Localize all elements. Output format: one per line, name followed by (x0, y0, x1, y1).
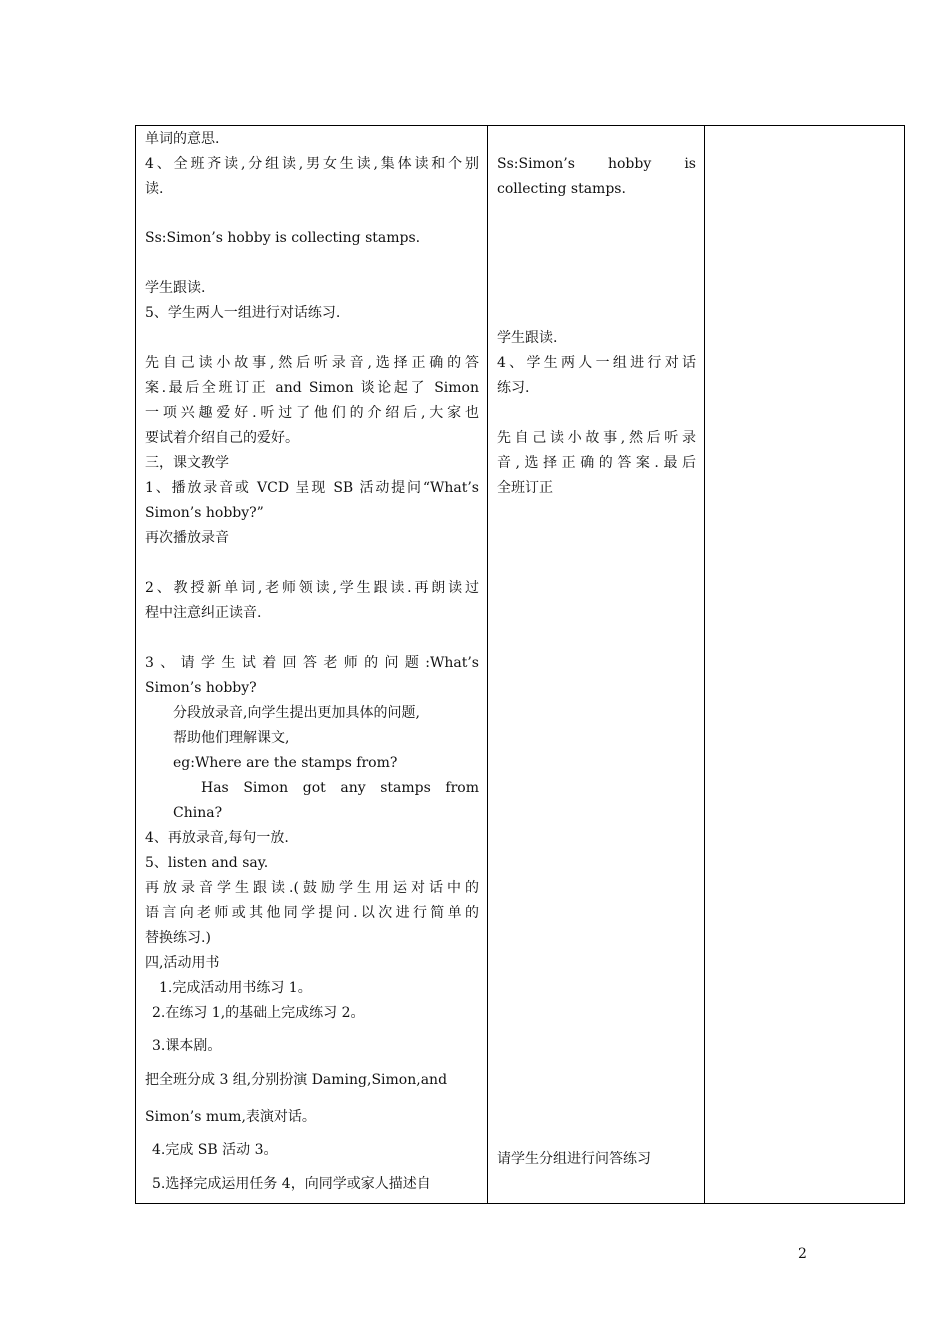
text-line: 先自己读小故事,然后听录 (497, 430, 696, 446)
text-line: 程中注意纠正读音. (145, 605, 262, 621)
text-line: 5.选择完成运用任务 4，向同学或家人描述自 (152, 1176, 431, 1192)
text-line: 3、请学生试着回答老师的问题:What’s (145, 655, 479, 671)
text-line: 一项兴趣爱好.听过了他们的介绍后,大家也 (145, 405, 479, 421)
text-line: 5、学生两人一组进行对话练习. (145, 305, 341, 321)
text-line: Ss:Simon’s hobby is collecting stamps. (145, 230, 421, 246)
text-line: 练习. (497, 380, 530, 396)
teacher-activity-column (136, 126, 488, 1203)
text-line: 请学生分组进行问答练习 (497, 1151, 651, 1167)
text-line: 替换练习.) (145, 930, 211, 946)
text-line: 4.完成 SB 活动 3。 (152, 1142, 278, 1158)
lesson-table (135, 125, 905, 1204)
text-line: 5、listen and say. (145, 855, 269, 871)
text-line: 单词的意思. (145, 131, 220, 147)
text-line: Has Simon got any stamps from (201, 780, 479, 796)
text-line: Ss:Simon’s hobby is (497, 156, 696, 172)
text-line: 四,活动用书 (145, 955, 220, 971)
text-line: 语言向老师或其他同学提问.以次进行简单的 (145, 905, 479, 921)
text-line: 4、学生两人一组进行对话 (497, 355, 696, 371)
page-number: 2 (798, 1246, 807, 1262)
text-line: 4、全班齐读,分组读,男女生读,集体读和个别 (145, 156, 479, 172)
student-activity-column (488, 126, 705, 1203)
text-line: 再次播放录音 (145, 530, 229, 546)
text-line: 学生跟读. (145, 280, 206, 296)
text-line: collecting stamps. (497, 181, 626, 197)
text-line: Simon’s mum,表演对话。 (145, 1109, 316, 1125)
text-line: China? (173, 805, 223, 821)
text-line: 分段放录音,向学生提出更加具体的问题, (173, 705, 420, 721)
text-line: 把全班分成 3 组,分别扮演 Daming,Simon,and (145, 1072, 448, 1088)
text-line: 音,选择正确的答案.最后 (497, 455, 696, 471)
text-line: 全班订正 (497, 480, 553, 496)
text-line: 再放录音学生跟读.(鼓励学生用运对话中的 (145, 880, 479, 896)
text-line: 学生跟读. (497, 330, 558, 346)
text-line: 读. (145, 181, 164, 197)
text-line: 1.完成活动用书练习 1。 (159, 980, 312, 996)
text-line: 三，课文教学 (145, 455, 229, 471)
text-line: 要试着介绍自己的爱好。 (145, 430, 299, 446)
text-line: 4、再放录音,每句一放. (145, 830, 289, 846)
text-line: 帮助他们理解课文, (173, 730, 290, 746)
text-line: 案.最后全班订正 and Simon 谈论起了 Simon (145, 380, 479, 396)
text-line: 先自己读小故事,然后听录音,选择正确的答 (145, 355, 479, 371)
text-line: 3.课本剧。 (152, 1038, 222, 1054)
text-line: Simon’s hobby?” (145, 505, 264, 521)
notes-column (705, 126, 904, 1203)
text-line: 2.在练习 1,的基础上完成练习 2。 (152, 1005, 365, 1021)
text-line: 1、播放录音或 VCD 呈现 SB 活动提问“What’s (145, 480, 479, 496)
text-line: 2、教授新单词,老师领读,学生跟读.再朗读过 (145, 580, 479, 596)
text-line: eg:Where are the stamps from? (173, 755, 398, 771)
text-line: Simon’s hobby? (145, 680, 257, 696)
